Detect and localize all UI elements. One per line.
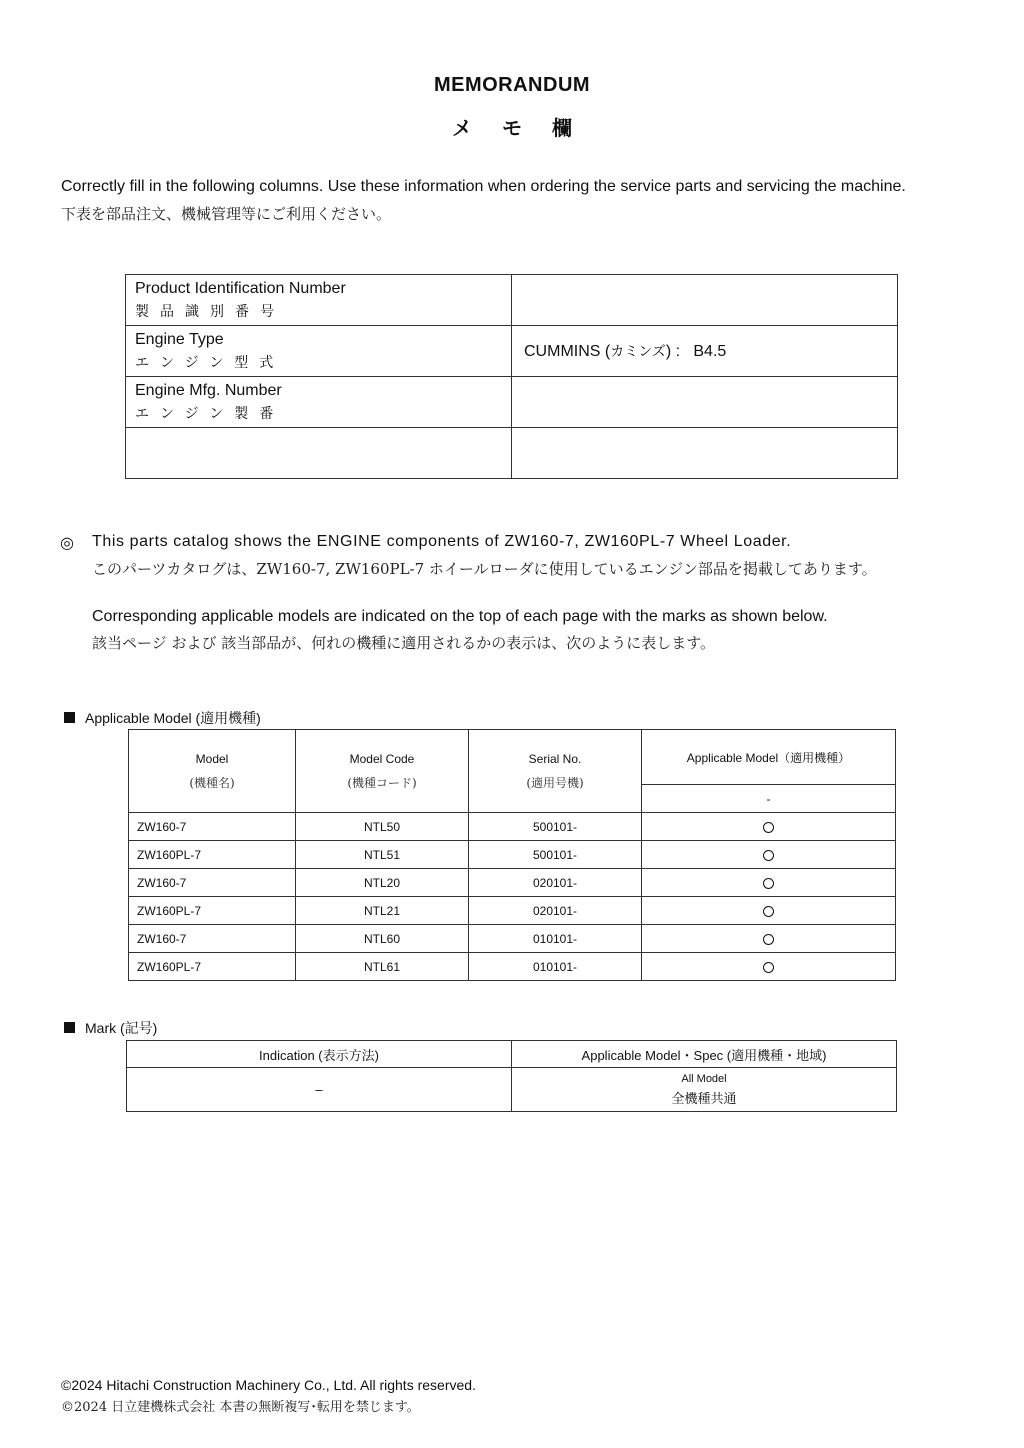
applicable-model-heading	[64, 708, 261, 728]
double-circle-bullet-icon: ◎	[60, 535, 74, 552]
id-row-product-number	[126, 275, 898, 326]
blank-value-cell[interactable]	[512, 428, 898, 479]
page-title-jp: メモ欄	[452, 118, 602, 140]
cell-model: ZW160PL-7	[129, 953, 296, 981]
id-label-jp: 製品識別番号	[135, 303, 285, 320]
cell-code: NTL50	[296, 813, 469, 841]
col-header-code-en: Model Code	[349, 751, 415, 766]
cell-applicable	[642, 953, 896, 981]
page-title: MEMORANDUM	[433, 74, 591, 96]
cell-serial: 010101-	[469, 953, 642, 981]
mark-heading	[64, 1018, 157, 1038]
mark-applies-cell	[512, 1068, 897, 1112]
table-row	[129, 897, 896, 925]
cell-applicable	[642, 841, 896, 869]
table-row	[129, 841, 896, 869]
id-label-cell	[126, 326, 512, 377]
id-label-en: Engine Type	[135, 330, 224, 348]
table-row	[129, 925, 896, 953]
note-marks-jp: 該当ページ および 該当部品が、何れの機種に適用されるかの表示は、次のように表します。	[92, 634, 716, 652]
circle-mark-icon	[763, 934, 774, 945]
mark-col-indication: Indication (表示方法)	[127, 1041, 512, 1068]
applicable-model-heading-text: Applicable Model (適用機種)	[85, 710, 261, 726]
id-label-en: Engine Mfg. Number	[135, 381, 282, 399]
engine-type-value-tail: ) : B4.5	[665, 343, 727, 360]
cell-applicable	[642, 897, 896, 925]
copyright-en: ©2024 Hitachi Construction Machinery Co., Ltd. All rights reserved.	[61, 1377, 476, 1393]
cell-serial: 010101-	[469, 925, 642, 953]
table-header-row	[129, 730, 896, 785]
cell-serial: 500101-	[469, 841, 642, 869]
engine-type-value-en: CUMMINS (	[524, 343, 611, 360]
cell-model: ZW160-7	[129, 813, 296, 841]
product-number-value[interactable]	[512, 275, 898, 326]
cell-serial: 020101-	[469, 869, 642, 897]
mark-col-applicable: Applicable Model・Spec (適用機種・地域)	[512, 1041, 897, 1068]
cell-serial: 020101-	[469, 897, 642, 925]
id-label-cell	[126, 275, 512, 326]
mark-applies-en: All Model	[681, 1072, 727, 1085]
cell-model: ZW160-7	[129, 925, 296, 953]
id-label-jp: エンジン製番	[135, 405, 285, 422]
cell-model: ZW160PL-7	[129, 841, 296, 869]
mark-header-row	[127, 1041, 897, 1068]
mark-body-row	[127, 1068, 897, 1112]
square-bullet-icon	[64, 1022, 75, 1033]
cell-code: NTL21	[296, 897, 469, 925]
circle-mark-icon	[763, 906, 774, 917]
circle-mark-icon	[763, 850, 774, 861]
mark-table	[126, 1040, 897, 1112]
applicable-model-table	[128, 729, 896, 981]
intro-text-jp: 下表を部品注文、機械管理等にご利用ください。	[61, 205, 392, 223]
identification-table	[125, 274, 898, 479]
cell-model: ZW160PL-7	[129, 897, 296, 925]
col-header-serial-en: Serial No.	[528, 751, 582, 766]
mark-heading-text: Mark (記号)	[85, 1020, 158, 1036]
col-header-serial-jp: (適用号機)	[526, 775, 584, 790]
note-catalog-jp: このパーツカタログは、ZW160-7, ZW160PL-7 ホイールローダに使用しているエンジン部品を掲載してあります。	[92, 560, 877, 578]
id-row-blank	[126, 428, 898, 479]
col-header-code-jp: (機種コード)	[347, 775, 417, 790]
note-marks-en: Corresponding applicable models are indicated on the top of each page with the marks as shown below.	[92, 608, 828, 625]
square-bullet-icon	[64, 712, 75, 723]
col-header-model	[129, 730, 296, 813]
id-label-en: Product Identification Number	[135, 279, 346, 297]
cell-applicable	[642, 925, 896, 953]
col-header-code	[296, 730, 469, 813]
blank-label-cell[interactable]	[126, 428, 512, 479]
cell-applicable	[642, 813, 896, 841]
col-header-applicable: Applicable Model（適用機種）	[642, 730, 896, 785]
col-header-model-jp: (機種名)	[189, 775, 235, 790]
intro-text-en: Correctly fill in the following columns. Use these information when ordering the service parts and servicing the machine.	[61, 178, 906, 195]
circle-mark-icon	[763, 878, 774, 889]
note-catalog-en: This parts catalog shows the ENGINE components of ZW160-7, ZW160PL-7 Wheel Loader.	[92, 533, 792, 550]
col-header-model-en: Model	[195, 751, 229, 766]
id-label-jp: エンジン型式	[135, 354, 285, 371]
circle-mark-icon	[763, 822, 774, 833]
cell-applicable	[642, 869, 896, 897]
cell-code: NTL20	[296, 869, 469, 897]
id-row-engine-type	[126, 326, 898, 377]
cell-code: NTL61	[296, 953, 469, 981]
table-row	[129, 869, 896, 897]
id-label-cell	[126, 377, 512, 428]
engine-mfg-number-value[interactable]	[512, 377, 898, 428]
table-row	[129, 813, 896, 841]
engine-type-value[interactable]	[512, 326, 898, 377]
engine-type-value-jp: カミンズ	[610, 344, 666, 360]
cell-code: NTL51	[296, 841, 469, 869]
copyright-jp: ©2024 日立建機株式会社 本書の無断複写･転用を禁じます。	[61, 1400, 420, 1415]
table-row	[129, 953, 896, 981]
col-header-serial	[469, 730, 642, 813]
id-row-engine-mfg-number	[126, 377, 898, 428]
col-subheader-applicable: -	[642, 785, 896, 813]
circle-mark-icon	[763, 962, 774, 973]
cell-model: ZW160-7	[129, 869, 296, 897]
cell-serial: 500101-	[469, 813, 642, 841]
mark-applies-jp: 全機種共通	[671, 1090, 737, 1106]
cell-code: NTL60	[296, 925, 469, 953]
mark-indication-value: –	[127, 1068, 512, 1112]
